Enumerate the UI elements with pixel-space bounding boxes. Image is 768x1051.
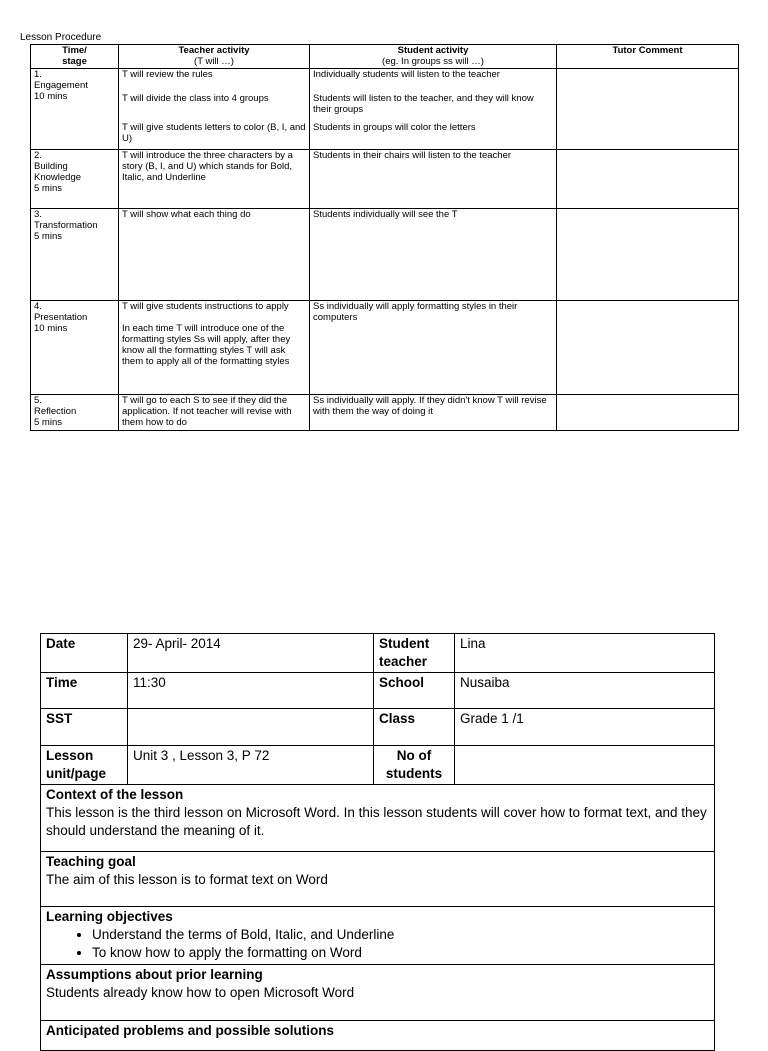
section-learning-objectives <box>41 907 715 965</box>
teacher-activity-cell <box>119 150 310 209</box>
time-value: 11:30 <box>128 673 374 709</box>
teacher-activity-text: T will divide the class into 4 groups <box>122 93 269 104</box>
info-row-sst <box>41 709 715 746</box>
student-activity-text: Students in their chairs will listen to the teacher <box>313 150 512 161</box>
student-activity-cell <box>310 209 557 301</box>
sst-label: SST <box>41 709 128 746</box>
lesson-procedure-caption: Lesson Procedure <box>20 32 102 43</box>
header-student-sub: (eg. In groups ss will …) <box>382 56 484 67</box>
school-value: Nusaiba <box>455 673 715 709</box>
student-activity-text: Ss individually will apply. If they didn't know T will revise with them the way of doing it <box>313 395 547 417</box>
student-teacher-label: Student teacher <box>374 634 455 673</box>
lesson-procedure-table <box>30 44 739 431</box>
objective-item: • Understand the terms of Bold, Italic, and Underline <box>92 926 709 944</box>
date-label: Date <box>41 634 128 673</box>
tutor-comment-cell <box>557 395 739 431</box>
header-time-stage: Time/ stage <box>31 45 119 69</box>
stage-cell: 2. Building Knowledge 5 mins <box>31 150 119 209</box>
header-teacher-activity <box>119 45 310 69</box>
procedure-row-reflection <box>31 395 739 431</box>
stage-cell: 4. Presentation 10 mins <box>31 301 119 395</box>
procedure-row-building-knowledge <box>31 150 739 209</box>
time-label: Time <box>41 673 128 709</box>
teacher-activity-text: In each time T will introduce one of the formatting styles Ss will apply, after they know all the formatting styles T will ask them to apply all of the formatting styles <box>122 323 291 367</box>
procedure-row-transformation <box>31 209 739 301</box>
tutor-comment-cell <box>557 209 739 301</box>
assumptions-title: Assumptions about prior learning <box>46 967 263 982</box>
learning-objectives-cell <box>41 907 715 965</box>
header-student-activity <box>310 45 557 69</box>
info-row-unit <box>41 746 715 785</box>
teaching-goal-body: The aim of this lesson is to format text on Word <box>46 872 328 887</box>
header-teacher-sub: (T will …) <box>194 56 234 67</box>
learning-objectives-title: Learning objectives <box>46 909 173 924</box>
lesson-info-table <box>40 633 715 1051</box>
procedure-row-presentation <box>31 301 739 395</box>
lesson-unit-label: Lesson unit/page <box>41 746 128 785</box>
tutor-comment-cell <box>557 150 739 209</box>
teacher-activity-text: T will review the rules <box>122 69 213 80</box>
student-activity-cell <box>310 395 557 431</box>
section-teaching-goal <box>41 852 715 907</box>
header-student-label: Student activity <box>397 45 469 56</box>
teaching-goal-cell <box>41 852 715 907</box>
teacher-activity-cell <box>119 209 310 301</box>
info-row-time <box>41 673 715 709</box>
teacher-activity-text: T will go to each S to see if they did the application. If not teacher will revise with them how to do <box>122 395 292 428</box>
school-label: School <box>374 673 455 709</box>
teacher-activity-text: T will give students letters to color (B, I, and U) <box>122 122 306 144</box>
stage-cell: 5. Reflection 5 mins <box>31 395 119 431</box>
student-activity-text: Students individually will see the T <box>313 209 458 220</box>
teacher-activity-text: T will give students instructions to apply <box>122 301 289 312</box>
stage-cell: 3. Transformation 5 mins <box>31 209 119 301</box>
info-row-date <box>41 634 715 673</box>
class-label: Class <box>374 709 455 746</box>
teacher-activity-cell <box>119 395 310 431</box>
student-activity-text: Individually students will listen to the teacher <box>313 69 500 80</box>
student-activity-text: Students in groups will color the letters <box>313 122 476 133</box>
section-assumptions <box>41 965 715 1021</box>
student-teacher-value: Lina <box>455 634 715 673</box>
procedure-row-engagement <box>31 69 739 150</box>
teacher-activity-text: T will introduce the three characters by a story (B, I, and U) which stands for Bold, Italic, and Underline <box>122 150 293 183</box>
context-title: Context of the lesson <box>46 787 184 802</box>
header-tutor-comment: Tutor Comment <box>557 45 739 69</box>
teacher-activity-cell <box>119 69 310 150</box>
section-context <box>41 785 715 852</box>
stage-cell: 1. Engagement 10 mins <box>31 69 119 150</box>
students-count-value <box>455 746 715 785</box>
lesson-unit-value: Unit 3 , Lesson 3, P 72 <box>128 746 374 785</box>
assumptions-cell <box>41 965 715 1021</box>
objectives-list <box>46 926 709 962</box>
assumptions-body: Students already know how to open Microsoft Word <box>46 985 355 1000</box>
teaching-goal-title: Teaching goal <box>46 854 136 869</box>
problems-cell <box>41 1021 715 1051</box>
context-cell <box>41 785 715 852</box>
class-value: Grade 1 /1 <box>455 709 715 746</box>
student-activity-text: Students will listen to the teacher, and they will know their groups <box>313 93 534 115</box>
tutor-comment-cell <box>557 69 739 150</box>
header-teacher-label: Teacher activity <box>178 45 250 56</box>
date-value: 29- April- 2014 <box>128 634 374 673</box>
section-problems <box>41 1021 715 1051</box>
student-activity-cell <box>310 150 557 209</box>
procedure-header-row <box>31 45 739 69</box>
student-activity-cell <box>310 69 557 150</box>
tutor-comment-cell <box>557 301 739 395</box>
objective-item: • To know how to apply the formatting on Word <box>92 944 709 962</box>
teacher-activity-text: T will show what each thing do <box>122 209 251 220</box>
student-activity-cell <box>310 301 557 395</box>
students-count-label: No of students <box>374 746 455 785</box>
sst-value <box>128 709 374 746</box>
context-body: This lesson is the third lesson on Microsoft Word. In this lesson students will cover how to format text, and they should understand the meaning of it. <box>46 805 707 838</box>
teacher-activity-cell <box>119 301 310 395</box>
problems-title: Anticipated problems and possible solutions <box>46 1023 335 1038</box>
student-activity-text: Ss individually will apply formatting styles in their computers <box>313 301 518 323</box>
